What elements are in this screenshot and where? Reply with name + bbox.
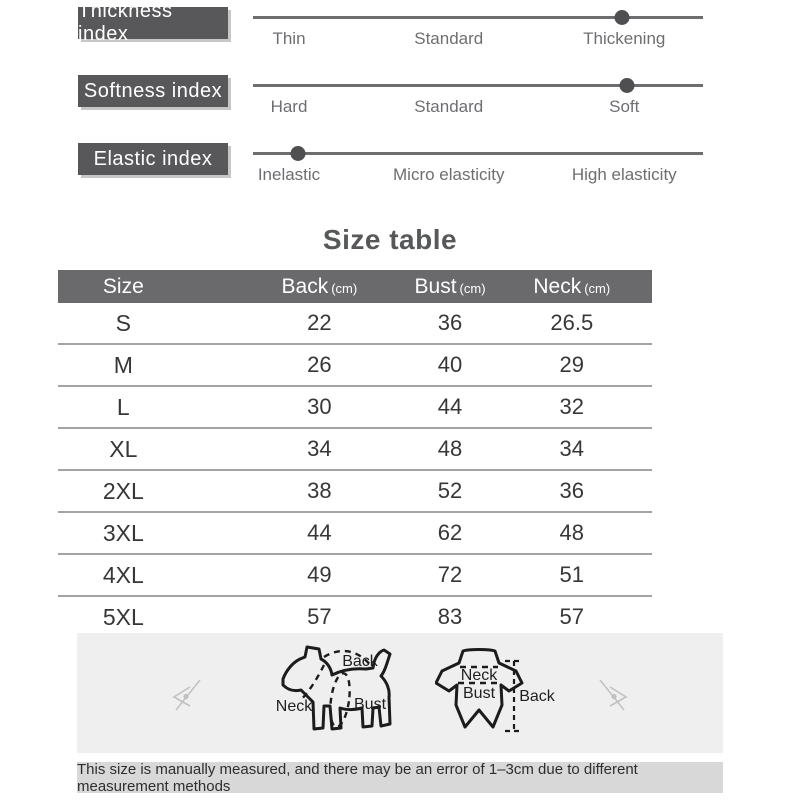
elastic-index-line (253, 152, 703, 155)
bust-value: 72 (437, 562, 463, 587)
measurement-disclaimer: This size is manually measured, and there may be an error of 1–3cm due to different measurement methods (77, 762, 723, 793)
garment-bust-label: Bust (462, 685, 496, 702)
size-value: S (115, 310, 131, 336)
thickness-index-track (253, 1, 703, 63)
table-row (58, 513, 652, 555)
bust-value: 52 (437, 478, 463, 503)
garment-neck-label: Neck (460, 667, 498, 684)
neck-value: 32 (559, 394, 585, 419)
table-row (58, 597, 652, 637)
thickness-index-dot (615, 10, 630, 25)
col-header-back: Back (cm) (281, 275, 358, 298)
back-value: 49 (307, 562, 332, 587)
elastic-index-badge: Elastic index (78, 143, 228, 175)
neck-value: 51 (559, 562, 585, 587)
neck-value: 48 (559, 520, 585, 545)
size-value: L (116, 394, 130, 420)
softness-level-soft: Soft (609, 97, 640, 116)
neck-value: 57 (559, 604, 585, 629)
softness-index-line (253, 84, 703, 87)
elastic-index-track (253, 137, 703, 199)
table-row (58, 303, 652, 345)
bust-value: 44 (437, 394, 463, 419)
table-row (58, 471, 652, 513)
size-value: 3XL (102, 520, 144, 546)
col-header-bust: Bust (cm) (414, 275, 486, 298)
dog-back-label: Back (342, 653, 378, 670)
elastic-level-high: High elasticity (571, 165, 677, 184)
bust-value: 40 (437, 352, 463, 377)
back-value: 44 (307, 520, 332, 545)
back-value: 38 (307, 478, 332, 503)
neck-value: 36 (559, 478, 585, 503)
elastic-level-inelastic: Inelastic (257, 165, 321, 184)
softness-index-dot (619, 78, 634, 93)
size-value: M (113, 352, 133, 378)
back-value: 30 (307, 394, 332, 419)
size-table (58, 270, 652, 637)
table-row (58, 429, 652, 471)
neck-value: 26.5 (550, 310, 594, 335)
size-value: 2XL (102, 478, 144, 504)
table-row (58, 555, 652, 597)
dog-measurement-figure (275, 645, 400, 745)
thickness-index-line (253, 16, 703, 19)
bust-value: 48 (437, 436, 463, 461)
thickness-index-row (0, 1, 800, 63)
elastic-index-row (0, 137, 800, 199)
left-cross-mark-icon (169, 675, 209, 720)
neck-value: 34 (559, 436, 585, 461)
dog-neck-label: Neck (275, 698, 313, 715)
dog-outline-icon (275, 645, 400, 745)
bust-value: 36 (437, 310, 463, 335)
col-header-size: Size (102, 275, 144, 298)
size-value: XL (109, 436, 138, 462)
garment-measurement-figure (435, 648, 555, 740)
dog-bust-label: Bust (353, 696, 387, 713)
softness-index-track (253, 69, 703, 131)
back-value: 34 (307, 436, 332, 461)
back-value: 26 (307, 352, 332, 377)
softness-level-hard: Hard (270, 97, 308, 116)
elastic-level-micro: Micro elasticity (393, 165, 505, 184)
bust-value: 62 (437, 520, 463, 545)
size-table-header (58, 270, 652, 303)
size-value: 4XL (102, 562, 144, 588)
softness-index-badge: Softness index (78, 75, 228, 107)
right-cross-mark-icon (591, 675, 631, 720)
back-value: 22 (307, 310, 332, 335)
elastic-index-dot (291, 146, 306, 161)
bust-value: 83 (437, 604, 463, 629)
measurement-diagram-panel (77, 633, 723, 753)
softness-level-standard: Standard (414, 97, 484, 116)
softness-index-row (0, 69, 800, 131)
thickness-level-thickening: Thickening (583, 29, 666, 48)
size-table-title: Size table (322, 224, 458, 255)
thickness-level-thin: Thin (272, 29, 306, 48)
size-value: 5XL (102, 604, 144, 630)
garment-back-label: Back (519, 688, 555, 705)
col-header-neck: Neck (cm) (533, 275, 611, 298)
table-row (58, 345, 652, 387)
back-value: 57 (307, 604, 332, 629)
thickness-level-standard: Standard (414, 29, 484, 48)
table-row (58, 387, 652, 429)
thickness-index-badge: Thickness index (78, 7, 228, 39)
neck-value: 29 (559, 352, 585, 377)
